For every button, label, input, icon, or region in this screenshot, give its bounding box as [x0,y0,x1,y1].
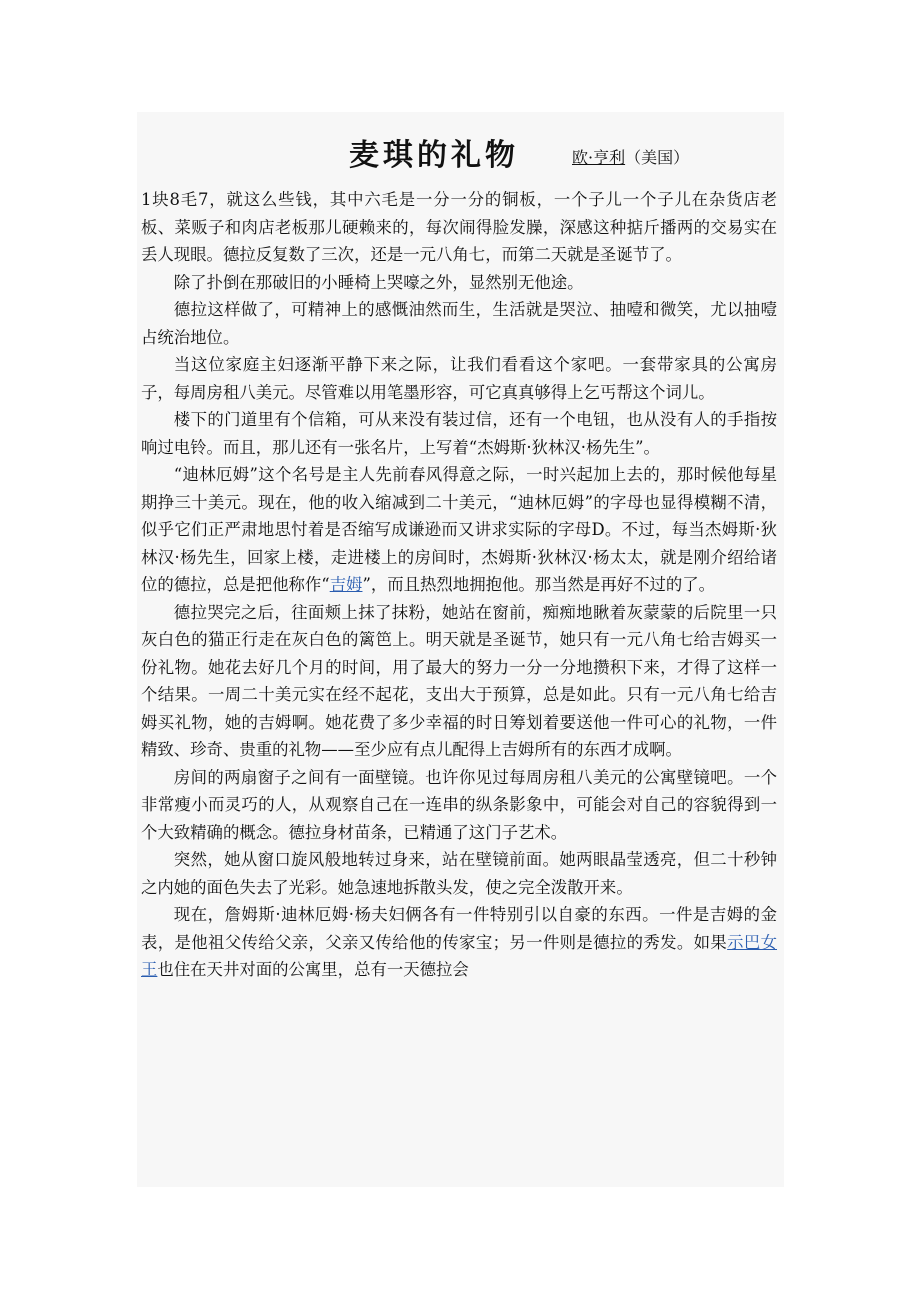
paragraph-2: 除了扑倒在那破旧的小睡椅上哭嚎之外，显然别无他途。 [173,272,584,292]
author-line [572,145,689,168]
paragraph-7: 德拉哭完之后，往面颊上抹了抹粉，她站在窗前，痴痴地瞅着灰蒙蒙的后院里一只灰白色的猫正行走在灰白色的篱笆上。明天就是圣诞节，她只有一元八角七给吉姆买一份礼物。她花去好几个月的时间，用了最大的努力一分一分地攒积下来，才得了这样一个结果。一周二十美元实在经不起花，支出大于预算，总是如此。只有一元八角七给吉姆买礼物，她的吉姆啊。她花费了多少幸福的时日筹划着要送他一件可心的礼物，一件精致、珍奇、贵重的礼物——至少应有点儿配得上吉姆所有的东西才成啊。 [141,602,777,759]
paragraph-10-text-before: 现在，詹姆斯·迪林厄姆·杨夫妇俩各有一件特别引以自豪的东西。一件是吉姆的金表，是他祖父传给父亲，父亲又传给他的传家宝；另一件则是德拉的秀发。如果 [141,905,777,952]
paragraph-6 [141,461,777,599]
paragraph-10-text-after: 也住在天井对面的公寓里，总有一天德拉会 [157,960,469,979]
author-name[interactable]: 欧·亨利 [572,148,626,167]
paragraph-4: 当这位家庭主妇逐渐平静下来之际，让我们看看这个家吧。一套带家具的公寓房子，每周房租八美元。尽管难以用笔墨形容，可它真真够得上乞丐帮这个词儿。 [141,355,777,402]
paragraph-9: 突然，她从窗口旋风般地转过身来，站在壁镜前面。她两眼晶莹透亮，但二十秒钟之内她的面色失去了光彩。她急速地拆散头发，使之完全泼散开来。 [141,850,777,897]
paragraph-8: 房间的两扇窗子之间有一面壁镜。也许你见过每周房租八美元的公寓壁镜吧。一个非常瘦小而灵巧的人，从观察自己在一连串的纵条影象中，可能会对自己的容貌得到一个大致精确的概念。德拉身材苗条，已精通了这门子艺术。 [141,767,777,842]
paragraph-6-text-after: ”，而且热烈地拥抱他。那当然是再好不过的了。 [362,575,716,594]
link-queen-of-sheba[interactable]: 示巴女王 [141,932,778,979]
document-page [137,112,784,1187]
paragraph-3: 德拉这样做了，可精神上的感慨油然而生，生活就是哭泣、抽噎和微笑，尤以抽噎占统治地位。 [141,300,777,347]
title-row [137,112,784,186]
story-title: 麦琪的礼物 [349,138,519,173]
link-jim[interactable]: 吉姆 [329,575,363,594]
author-country: （美国） [625,148,690,167]
paragraph-5: 楼下的门道里有个信箱，可从来没有装过信，还有一个电钮，也从没有人的手指按响过电铃。而且，那儿还有一张名片，上写着“杰姆斯·狄林汉·杨先生”。 [141,410,777,457]
story-body [141,186,777,984]
paragraph-10 [141,901,777,984]
paragraph-6-text-before: “迪林厄姆”这个名号是主人先前春风得意之际，一时兴起加上去的，那时候他每星期挣三十美元。现在，他的收入缩减到二十美元，“迪林厄姆”的字母也显得模糊不清，似乎它们正严肃地思忖着是否缩写成谦逊而又讲求实际的字母D。不过，每当杰姆斯·狄林汉·杨先生，回家上楼，走进楼上的房间时，杰姆斯·狄林汉·杨太太，就是刚介绍给诸位的德拉，总是把他称作“ [141,465,777,594]
paragraph-1: 1块8毛7，就这么些钱，其中六毛是一分一分的铜板，一个子儿一个子儿在杂货店老板、菜贩子和肉店老板那儿硬赖来的，每次闹得脸发臊，深感这种掂斤播两的交易实在丢人现眼。德拉反复数了三次，还是一元八角七，而第二天就是圣诞节了。 [141,190,777,264]
